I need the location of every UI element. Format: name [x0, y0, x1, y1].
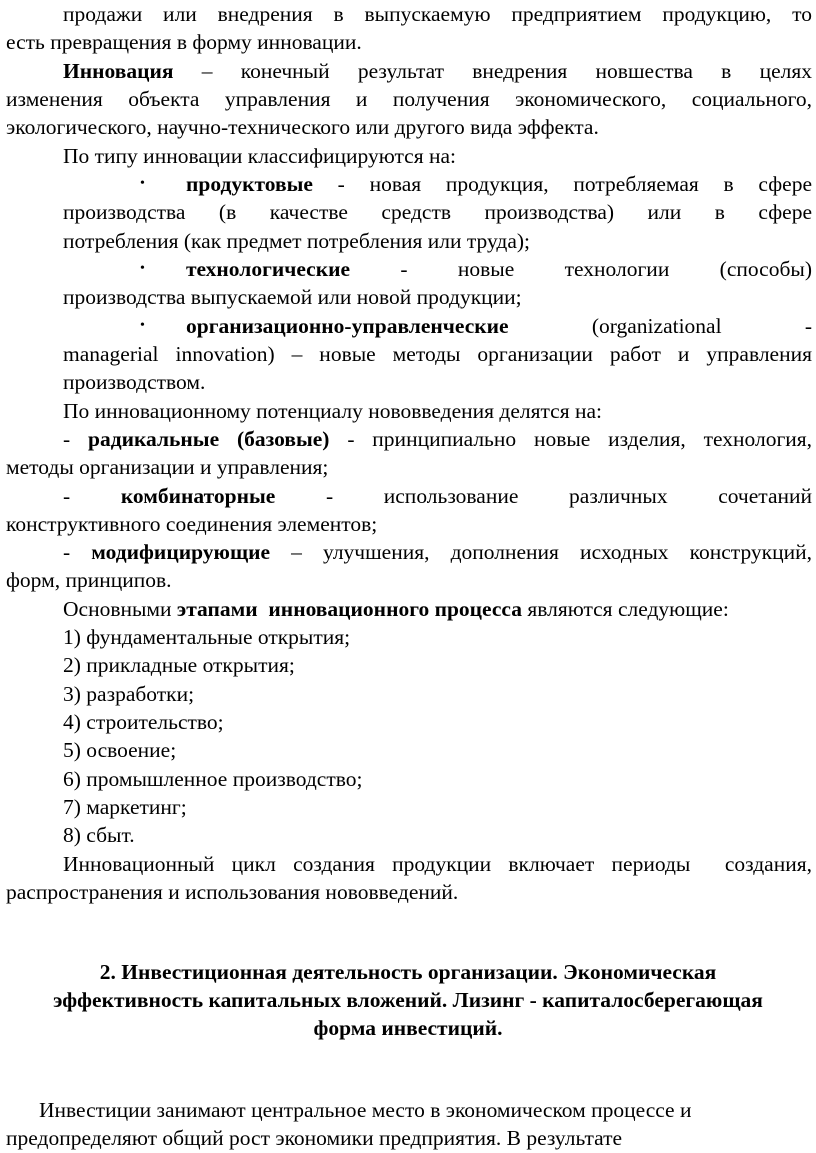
- term-modifying: модифицирующие: [91, 540, 271, 564]
- stages-intro-pre: Основными: [63, 597, 172, 621]
- bullet-icon: •: [140, 176, 145, 191]
- list-item: [186, 255, 812, 283]
- stage-item: 5) освоение;: [63, 738, 177, 762]
- stages-intro-post: являются следующие:: [527, 597, 729, 621]
- list-item: [6, 482, 812, 510]
- stage-item: 4) строительство;: [63, 710, 224, 734]
- list-item-line: форм, принципов.: [6, 568, 172, 592]
- stages-intro: [63, 595, 729, 623]
- stage-item: 2) прикладные открытия;: [63, 653, 295, 677]
- potential-intro: По инновационному потенциалу нововведения делятся на:: [63, 399, 602, 423]
- paragraph-line: есть превращения в форму инновации.: [6, 30, 362, 54]
- list-item-line: производством.: [63, 370, 206, 394]
- paragraph-line: – конечный результат внедрения новшества в целях: [201, 59, 812, 83]
- list-item-line: производства (в качестве средств производства) или в сфере: [63, 200, 812, 224]
- paragraph-line: предопределяют общий рост экономики предприятия. В результате: [6, 1126, 623, 1150]
- dash-marker: -: [63, 540, 71, 564]
- section-heading: 2. Инвестиционная деятельность организации. Экономическая: [99, 960, 717, 984]
- paragraph-line: Инвестиции занимают центральное место в экономическом процессе и: [39, 1098, 692, 1122]
- stage-item: 7) маркетинг;: [63, 795, 187, 819]
- list-item: [186, 170, 812, 198]
- paragraph-line: экологического, научно-технического или другого вида эффекта.: [6, 115, 599, 139]
- section-heading-line: форма инвестиций.: [313, 1016, 503, 1040]
- term-product: продуктовые: [186, 172, 313, 196]
- paragraph-line: изменения объекта управления и получения экономического, социального,: [6, 87, 812, 111]
- list-item-text: (organizational -: [591, 314, 812, 338]
- list-item: [6, 538, 812, 566]
- innovation-definition: [6, 57, 812, 85]
- list-item-text: - новая продукция, потребляемая в сфере: [337, 172, 812, 196]
- list-item-line: managerial innovation) – новые методы организации работ и управления: [63, 342, 812, 366]
- list-item-text: - принципиально новые изделия, технология,: [347, 427, 813, 451]
- stage-item: 8) сбыт.: [63, 823, 135, 847]
- list-item-line: методы организации и управления;: [6, 455, 329, 479]
- list-item: [6, 425, 812, 453]
- list-item-line: конструктивного соединения элементов;: [6, 512, 378, 536]
- bullet-icon: •: [140, 261, 145, 276]
- list-item-text: - новые технологии (способы): [400, 257, 812, 281]
- term-stages: этапами инновационного процесса: [176, 597, 522, 621]
- paragraph-line: распространения и использования нововведений.: [6, 880, 459, 904]
- paragraph-line: продажи или внедрения в выпускаемую предприятием продукцию, то: [63, 2, 812, 26]
- term-radical: радикальные (базовые): [88, 427, 330, 451]
- bullet-icon: •: [140, 318, 145, 333]
- term-innovation: Инновация: [63, 59, 174, 83]
- list-item-text: – улучшения, дополнения исходных конструкций,: [291, 540, 813, 564]
- list-item-line: потребления (как предмет потребления или труда);: [63, 229, 531, 253]
- section-heading-line: эффективность капитальных вложений. Лизинг - капиталосберегающая: [53, 988, 763, 1012]
- list-item: [186, 312, 812, 340]
- stage-item: 6) промышленное производство;: [63, 767, 363, 791]
- dash-marker: -: [63, 484, 71, 508]
- term-technological: технологические: [186, 257, 351, 281]
- dash-marker: -: [63, 427, 71, 451]
- list-item-text: - использование различных сочетаний: [325, 484, 813, 508]
- stage-item: 3) разработки;: [63, 682, 195, 706]
- term-organizational: организационно-управленческие: [186, 314, 509, 338]
- list-item-line: производства выпускаемой или новой продукции;: [63, 285, 522, 309]
- types-intro: По типу инновации классифицируются на:: [63, 144, 456, 168]
- cycle-paragraph: Инновационный цикл создания продукции включает периоды создания,: [63, 852, 812, 876]
- term-combinatorial: комбинаторные: [120, 484, 276, 508]
- stage-item: 1) фундаментальные открытия;: [63, 625, 351, 649]
- paragraph-continuation: [6, 0, 812, 28]
